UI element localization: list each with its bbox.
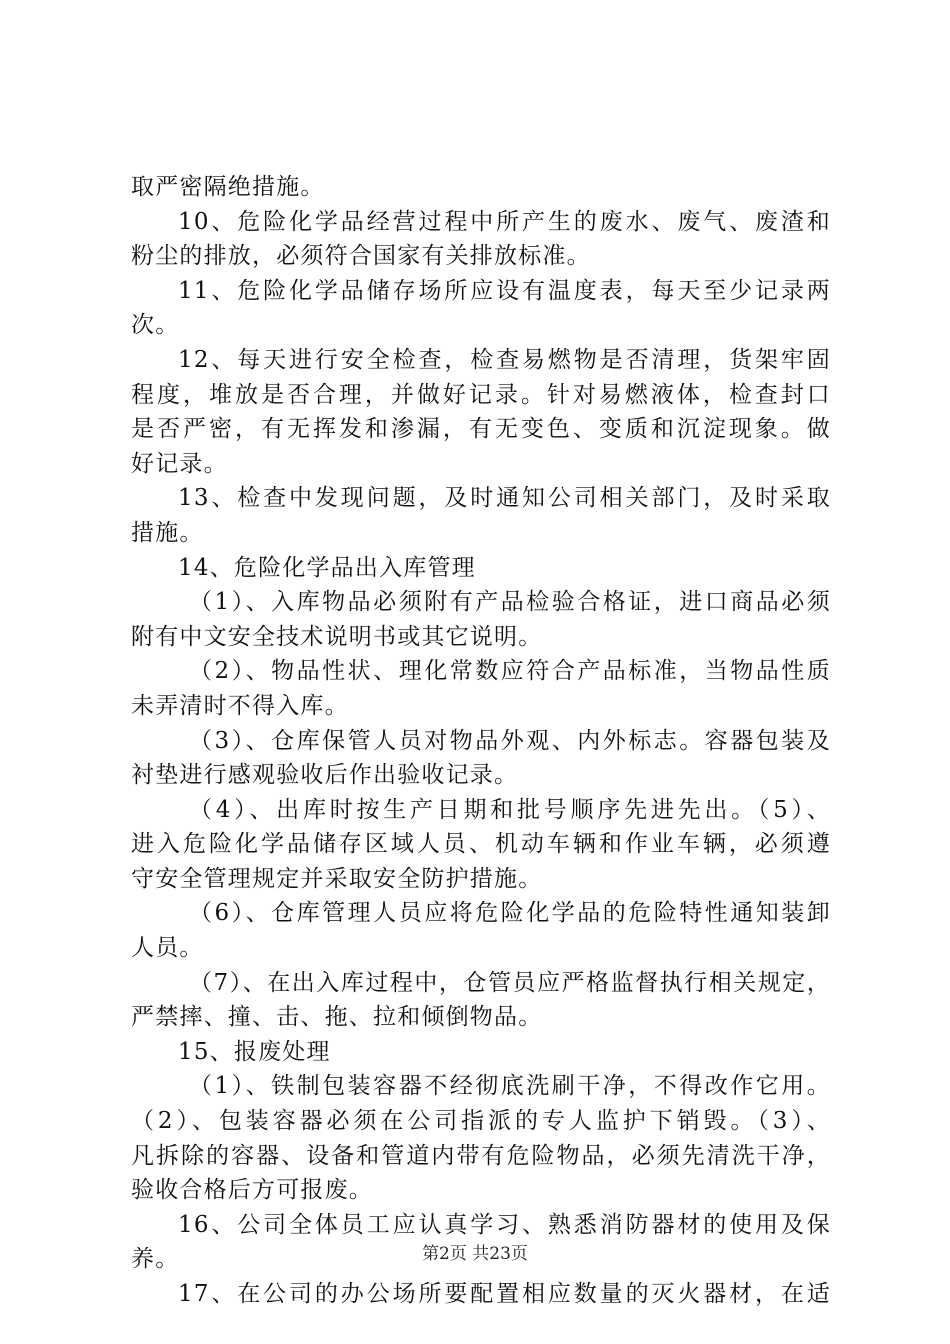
text-line: 好记录。	[131, 450, 228, 477]
text-line: 严禁摔、撞、击、拖、拉和倾倒物品。	[131, 1004, 543, 1031]
text-line: 14、危险化学品出入库管理	[178, 554, 476, 581]
text-line: 未弄清时不得入库。	[131, 692, 349, 719]
text-line: 粉尘的排放，必须符合国家有关排放标准。	[131, 243, 591, 270]
text-line: （2）、物品性状、理化常数应符合产品标准，当物品性质	[189, 658, 831, 685]
text-line: （4）、出库时按生产日期和批号顺序先进先出。（5）、	[189, 796, 831, 823]
text-line: 措施。	[131, 519, 204, 546]
text-line: 是否严密，有无挥发和渗漏，有无变色、变质和沉淀现象。做	[131, 416, 831, 443]
text-line: （7）、在出入库过程中，仓管员应严格监督执行相关规定，	[189, 969, 831, 996]
text-line: 程度，堆放是否合理，并做好记录。针对易燃液体，检查封口	[131, 381, 831, 408]
text-line: （3）、仓库保管人员对物品外观、内外标志。容器包装及	[189, 727, 831, 754]
text-line: （6）、仓库管理人员应将危险化学品的危险特性通知装卸	[189, 900, 831, 927]
text-line: 衬垫进行感观验收后作出验收记录。	[131, 762, 519, 789]
text-line: 16、公司全体员工应认真学习、熟悉消防器材的使用及保	[178, 1211, 831, 1238]
text-line: 13、检查中发现问题，及时通知公司相关部门，及时采取	[178, 485, 831, 512]
text-line: 11、危险化学品储存场所应设有温度表，每天至少记录两	[178, 277, 831, 304]
text-line: 守安全管理规定并采取安全防护措施。	[131, 865, 543, 892]
text-line: 凡拆除的容器、设备和管道内带有危险物品，必须先清洗干净，	[131, 1142, 831, 1169]
text-line: 12、每天进行安全检查，检查易燃物是否清理，货架牢固	[178, 346, 831, 373]
text-line: （1）、铁制包装容器不经彻底洗刷干净，不得改作它用。	[189, 1073, 831, 1100]
text-line: 养。	[131, 1246, 180, 1273]
text-line: 取严密隔绝措施。	[131, 174, 325, 200]
text-line: 验收合格后方可报废。	[131, 1177, 373, 1204]
text-line: 次。	[131, 312, 180, 339]
document-body	[131, 170, 831, 1312]
text-line: 进入危险化学品储存区域人员、机动车辆和作业车辆，必须遵	[131, 831, 831, 858]
text-line: （2）、包装容器必须在公司指派的专人监护下销毁。（3）、	[131, 1108, 831, 1135]
page-number-footer: 第2页 共23页	[422, 1244, 528, 1264]
text-line: （1）、入库物品必须附有产品检验合格证，进口商品必须	[189, 589, 831, 616]
text-line: 附有中文安全技术说明书或其它说明。	[131, 623, 543, 650]
text-line: 15、报废处理	[178, 1038, 331, 1065]
text-line: 17、在公司的办公场所要配置相应数量的灭火器材，在适	[178, 1281, 831, 1307]
text-line: 人员。	[131, 935, 204, 962]
text-line: 10、危险化学品经营过程中所产生的废水、废气、废渣和	[178, 208, 831, 235]
